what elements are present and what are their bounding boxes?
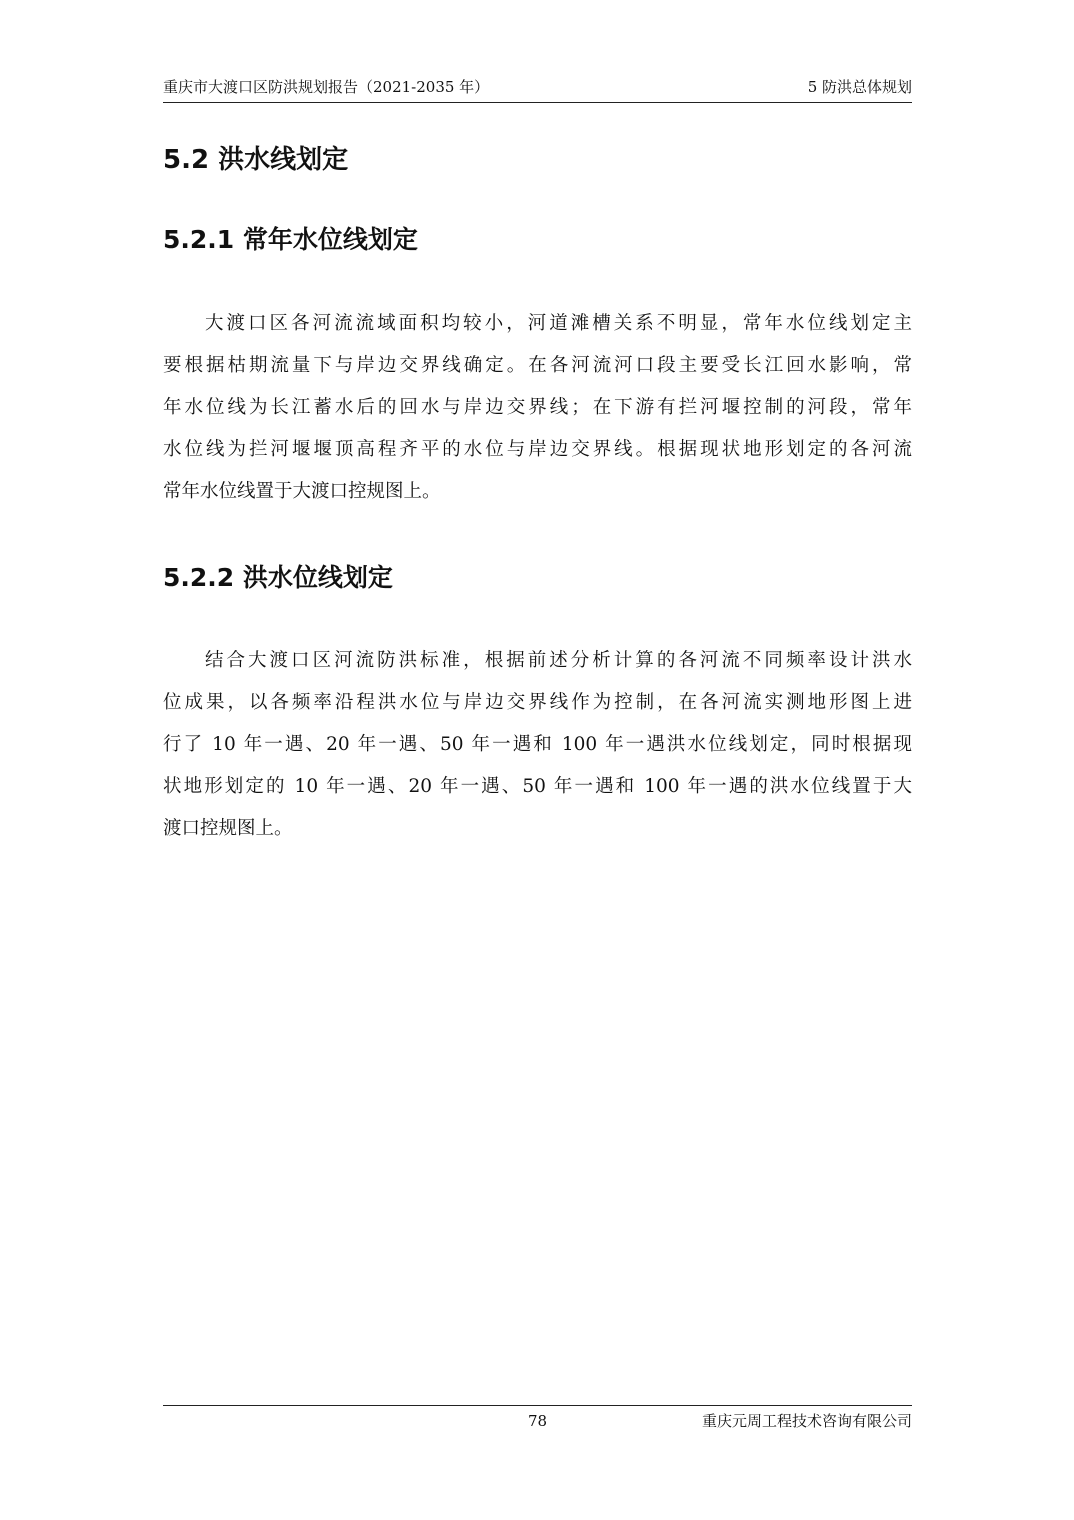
paragraph-line: 渡口控规图上。 bbox=[163, 818, 293, 839]
paragraph-line: 结合大渡口区河流防洪标准，根据前述分析计算的各河流不同频率设计洪水 bbox=[205, 650, 912, 671]
paragraph-line: 行了 10 年一遇、20 年一遇、50 年一遇和 100 年一遇洪水位线划定，同时根据现 bbox=[163, 734, 912, 755]
page-number: 78 bbox=[527, 1412, 548, 1430]
paragraph-line: 大渡口区各河流流域面积均较小，河道滩槽关系不明显，常年水位线划定主 bbox=[205, 313, 912, 334]
header-chapter-title: 5 防洪总体规划 bbox=[807, 78, 912, 96]
paragraph-line: 水位线为拦河堰堰顶高程齐平的水位与岸边交界线。根据现状地形划定的各河流 bbox=[163, 439, 912, 460]
paragraph-line: 位成果，以各频率沿程洪水位与岸边交界线作为控制，在各河流实测地形图上进 bbox=[163, 692, 912, 713]
paragraph-2 bbox=[163, 640, 912, 850]
paragraph-line: 要根据枯期流量下与岸边交界线确定。在各河流河口段主要受长江回水影响，常 bbox=[163, 355, 912, 376]
paragraph-line: 常年水位线置于大渡口控规图上。 bbox=[163, 481, 441, 502]
section-heading: 5.2 洪水线划定 bbox=[163, 145, 349, 175]
page-footer bbox=[163, 1405, 912, 1436]
paragraph-1 bbox=[163, 303, 912, 513]
paragraph-line: 年水位线为长江蓄水后的回水与岸边交界线；在下游有拦河堰控制的河段，常年 bbox=[163, 397, 912, 418]
paragraph-line: 状地形划定的 10 年一遇、20 年一遇、50 年一遇和 100 年一遇的洪水位线置于大 bbox=[163, 776, 912, 797]
header-report-title: 重庆市大渡口区防洪规划报告（2021-2035 年） bbox=[163, 78, 490, 96]
subsection-heading-2: 5.2.2 洪水位线划定 bbox=[163, 563, 393, 592]
footer-company-name: 重庆元周工程技术咨询有限公司 bbox=[701, 1412, 912, 1430]
subsection-heading-1: 5.2.1 常年水位线划定 bbox=[163, 225, 418, 254]
page-header bbox=[163, 76, 912, 103]
